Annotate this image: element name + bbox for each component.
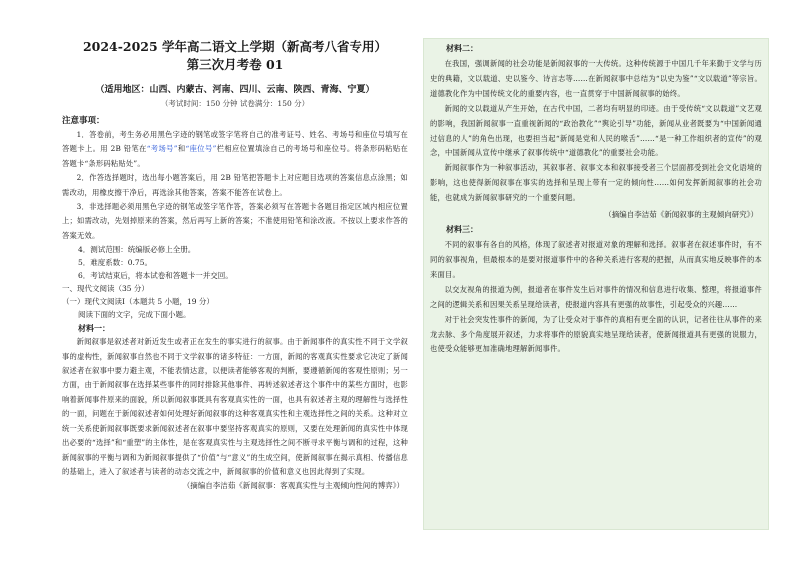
- note-4: 4．测试范围：统编版必修上全册。: [78, 245, 196, 255]
- exam-meta: （考试时间：150 分钟 试卷满分：150 分）: [160, 99, 310, 108]
- note-3: 3．非选择题必须用黑色字迹的钢笔或签字笔作答，答案必须写在答题卡各题目指定区域内相应位置上；如需改动，先划掉原来的答案，然后再写上新的答案；不准使用铅笔和涂改液。不按以上要求作答的答案无效。: [62, 202, 408, 240]
- note-6: 6．考试结束后，将本试卷和答题卡一并交回。: [78, 271, 233, 281]
- reading-instruction: 阅读下面的文字，完成下面小题。: [78, 310, 191, 320]
- note-5: 5．难度系数：0.75。: [78, 258, 152, 268]
- material2-source: （摘编自李洁茹《新闻叙事的主观倾向研究》）: [604, 210, 758, 220]
- material3-paragraph3: 对于社会突发性事件的新闻，为了让受众对于事件的真相有更全面的认识，记者往往从事件的来龙去脉、多个角度展开叙述，力求将事件的原貌真实地呈现给读者，使新闻报道具有更强的说服力，也使受众能够更加准确地理解新闻事件。: [430, 314, 762, 354]
- note-2: 2．作答选择题时，选出每小题答案后，用 2B 铅笔把答题卡上对应题目选项的答案信息点涂黑；如需改动，用橡皮擦干净后，再选涂其他答案，答案不能答在试卷上。: [62, 173, 408, 197]
- material2-text: 在我国，强调新闻的社会功能是新闻叙事的一大传统。这种传统源于中国几千年来勤于文学与历史的典籍，文以载道、史以鉴今、诗言志等……在新闻叙事中总结为“以史为鉴”“文以载道”等宗旨。道德教化作为中国传统文化的重要内容，也一直贯穿于中国新闻叙事的始终。: [430, 59, 762, 98]
- left-column: [62, 38, 408, 530]
- part1-heading: 一、现代文阅读（35 分）: [62, 284, 149, 294]
- material2-label: 材料二：: [446, 43, 478, 53]
- exam-title-line2: 第三次月考卷 01: [186, 57, 284, 72]
- material1-source: （摘编自李洁茹《新闻叙事：客观真实性与主观倾向性间的博弈》）: [182, 481, 404, 491]
- exam-title-line1: 2024-2025 学年高二语文上学期（新高考八省专用）: [82, 39, 388, 54]
- material2-paragraph3: 新闻叙事作为一种叙事活动，其叙事者、叙事文本和叙事接受者三个层面都受到社会文化语境的影响，这也使得新闻叙事在事实的选择和呈现上带有一定的倾向性……如何发挥新闻叙事的社会功能，也就成为新闻叙事研究的一个重要问题。: [430, 163, 762, 203]
- material1-label: 材料一：: [78, 323, 110, 334]
- right-column: [423, 38, 769, 530]
- material3-label: 材料三：: [446, 224, 478, 235]
- material3-paragraph2: 以交友视角的报道为例，报道者在事件发生后对事件的情况和信息进行收集、整理，将报道事件之间的逻辑关系和因果关系呈现给读者，使报道内容具有更强的故事性，引起受众的兴趣……: [430, 284, 762, 309]
- part1-subheading: （一）现代文阅读Ⅰ（本题共 5 小题，19 分）: [62, 297, 214, 307]
- note-1: 1．答卷前，考生务必用黑色字迹的钢笔或签字笔将自己的准考证号、姓名、考场号和座位号填写在答题卡上。用 2B 铅笔在“考场号”和“座位号”栏相应位置填涂自己的考场号和座位号。将条形码粘贴在答题卡“条形码粘贴处”。: [62, 130, 408, 168]
- notes-heading: 注意事项：: [62, 116, 105, 126]
- material1-text: 新闻叙事是叙述者对新近发生或者正在发生的事实进行的叙事。由于新闻事件的真实性不同于文学叙事的虚构性，新闻叙事自然也不同于文学叙事的诸多特征：一方面，新闻的客观真实性要求它决定了新闻叙述者在叙事中要力避主观，不能表情达意，以便读者能够客观的判断，要遵循新闻的客观性原则；另一方面，由于新闻叙事在选择某些事件的同时排除其他事件、再转述叙述者这个事件中的某些方面时，也影响着新闻事件原来的面貌，所以新闻叙事既具有客观真实性的一面，也具有叙述者主观的理解性与选择性的一面，问题在于新闻叙述者如何处理好新闻叙事的这种客观真实性和主观选择性之间的关系。这种对立统一关系使新闻叙事既要求新闻叙述者在叙事中要坚持客观真实的原则，又要在处理新闻的真实性中体现出必要的“选择”和“重塑”的主体性，是在客观真实性与主观选择性之间不断寻求平衡与调和的过程，这种新闻叙事的平衡与调和为新闻叙事提供了“价值”与“意义”的生成空间，使新闻叙事在揭示真相、传播信息的基础上，进入了叙述者与读者的动态交流之中，新闻叙事的价值和意义也因此得到了实现。: [62, 337, 408, 476]
- material2-paragraph2: 新闻的文以载道从产生开始，在古代中国，二者均有明显的印迹。由于受传统“文以载道”文艺观的影响，我国新闻叙事一直重视新闻的“政治教化”“舆论引导”功能，新闻从业者既要为“中国新闻通过信息的人”的角色出现，也要担当起“新闻是党和人民的喉舌”……“是一种工作组织者的宣传”的观念，中国新闻从宣传中继承了叙事传统中“道德教化”的重要社会功能。: [430, 103, 762, 158]
- applicable-regions: （适用地区：山西、内蒙古、河南、四川、云南、陕西、青海、宁夏）: [95, 85, 375, 95]
- material3-text: 不同的叙事有各自的风格，体现了叙述者对报道对象的理解和选择。叙事者在叙述事件时，有不同的叙事视角，但最根本的是要对报道事件中的各种关系进行客观的把握，从而真实地反映事件的本来面目。: [430, 240, 762, 279]
